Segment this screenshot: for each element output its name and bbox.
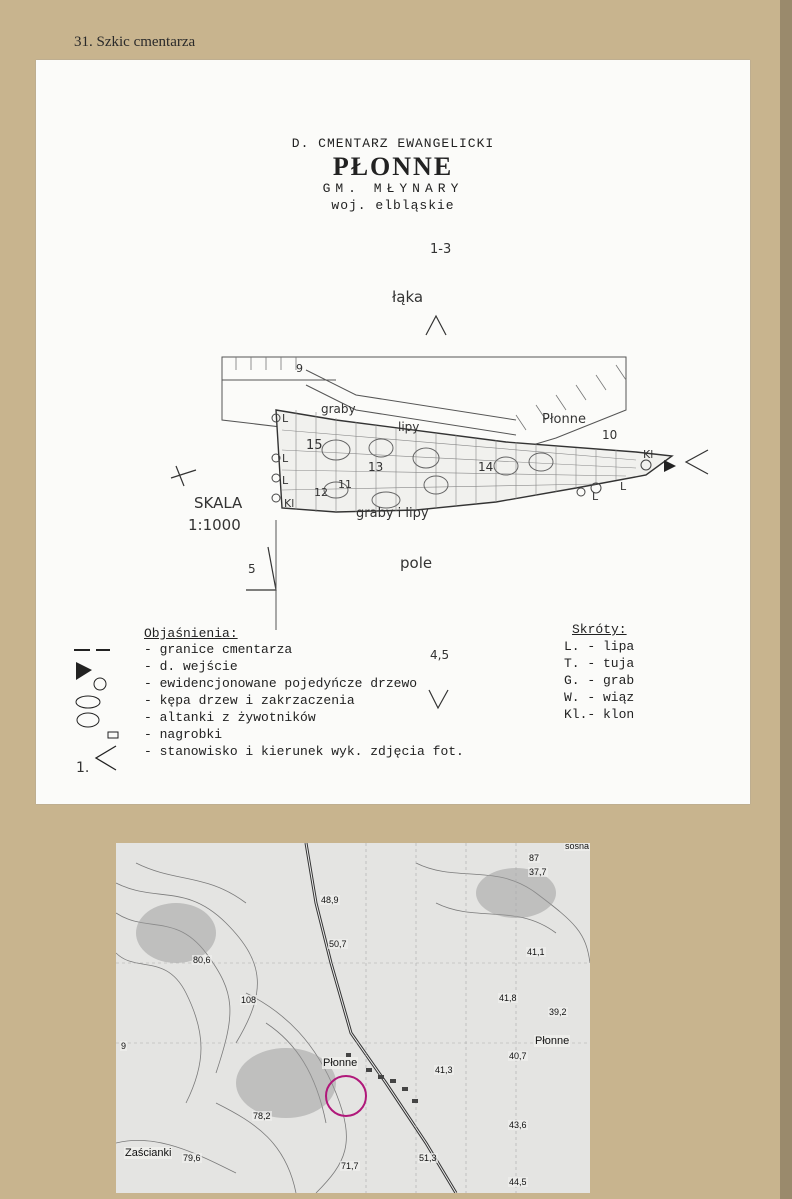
- map-label: sosna: [565, 843, 590, 851]
- map-label: 50,7: [329, 939, 347, 949]
- legend-title: Objaśnienia:: [144, 626, 238, 641]
- legend-symbols: [70, 640, 140, 780]
- legend-item: - ewidencjonowane pojedyńcze drzewo: [144, 676, 418, 691]
- num-14: 14: [478, 460, 494, 474]
- scale-value: 1:1000: [188, 516, 241, 534]
- num-12: 12: [314, 486, 328, 499]
- abbreviation-item: W. - wiąz: [564, 690, 635, 705]
- photo-mark-1-3: 1-3: [430, 242, 452, 257]
- label-graby-lipy-bottom: graby i lipy: [356, 506, 429, 521]
- map-label: 40,7: [509, 1051, 527, 1061]
- num-15: 15: [306, 438, 323, 453]
- map-label: 41,3: [435, 1065, 453, 1075]
- map-label: 78,2: [253, 1111, 271, 1121]
- abbreviation-item: T. - tuja: [564, 656, 635, 671]
- map-label: 51,3: [419, 1153, 437, 1163]
- sheet-title-commune: GM. MŁYNARY: [322, 181, 464, 196]
- legend-item: - nagrobki: [144, 727, 223, 742]
- legend-item: - d. wejście: [144, 659, 238, 674]
- sheet-title-place: PŁONNE: [332, 152, 454, 181]
- num-11: 11: [338, 478, 352, 491]
- tree-letter: L: [620, 480, 627, 493]
- legend-item: - kępa drzew i zakrzaczenia: [144, 693, 355, 708]
- legend-photo-number: 1.: [76, 760, 90, 776]
- kl-right: Kl: [643, 448, 654, 461]
- num-9: 9: [296, 362, 303, 375]
- map-label: 9: [121, 1041, 127, 1051]
- map-label: 79,6: [183, 1153, 201, 1163]
- tree-letter: L: [592, 490, 599, 503]
- map-place-name: Płonne: [535, 1035, 570, 1047]
- num-10: 10: [602, 428, 618, 442]
- map-label: 41,1: [527, 947, 545, 957]
- map-place-name: Płonne: [323, 1057, 358, 1069]
- cemetery-sketch-sheet: [36, 60, 750, 804]
- num-13: 13: [368, 460, 384, 474]
- legend-item: - altanki z żywotników: [144, 710, 316, 725]
- abbreviation-item: G. - grab: [564, 673, 635, 688]
- legend-item: - granice cmentarza: [144, 642, 293, 657]
- abbreviations-title: Skróty:: [572, 622, 627, 637]
- scale-label: SKALA: [194, 494, 243, 512]
- map-label: 48,9: [321, 895, 339, 905]
- map-label: 108: [241, 995, 257, 1005]
- photo-mark-4-5: 4,5: [430, 648, 450, 662]
- map-label: 43,6: [509, 1120, 527, 1130]
- tree-letter: L: [282, 474, 289, 487]
- map-label: 44,5: [509, 1177, 527, 1187]
- map-label: 37,7: [529, 867, 547, 877]
- map-drawing: [116, 843, 590, 1193]
- map-label: 80,6: [193, 955, 211, 965]
- kl-left: Kl: [284, 497, 295, 510]
- map-label: 39,2: [549, 1007, 567, 1017]
- label-lipy-top: lipy: [398, 420, 420, 434]
- label-graby-top: graby: [321, 402, 356, 416]
- map-label: 71,7: [341, 1161, 359, 1171]
- abbreviation-item: L. - lipa: [564, 639, 635, 654]
- map-place-name: Zaścianki: [125, 1147, 172, 1159]
- sheet-title-voivodeship: woj. elbląskie: [331, 198, 455, 213]
- map-label: 87: [529, 853, 540, 863]
- tree-letter: L: [282, 452, 289, 465]
- tree-letter: L: [282, 412, 289, 425]
- label-meadow: łąka: [392, 288, 424, 306]
- label-field: pole: [400, 554, 433, 572]
- page-edge: [780, 0, 792, 1199]
- label-place-sketch: Płonne: [542, 412, 586, 427]
- topographic-map: [116, 843, 590, 1193]
- photo-mark-5: 5: [248, 562, 256, 576]
- map-label: 41,8: [499, 993, 517, 1003]
- sheet-title-type: D. CMENTARZ EWANGELICKI: [291, 136, 495, 151]
- abbreviation-item: Kl.- klon: [564, 707, 635, 722]
- legend-item: - stanowisko i kierunek wyk. zdjęcia fot.: [144, 744, 464, 759]
- page-heading: 31. Szkic cmentarza: [74, 34, 196, 50]
